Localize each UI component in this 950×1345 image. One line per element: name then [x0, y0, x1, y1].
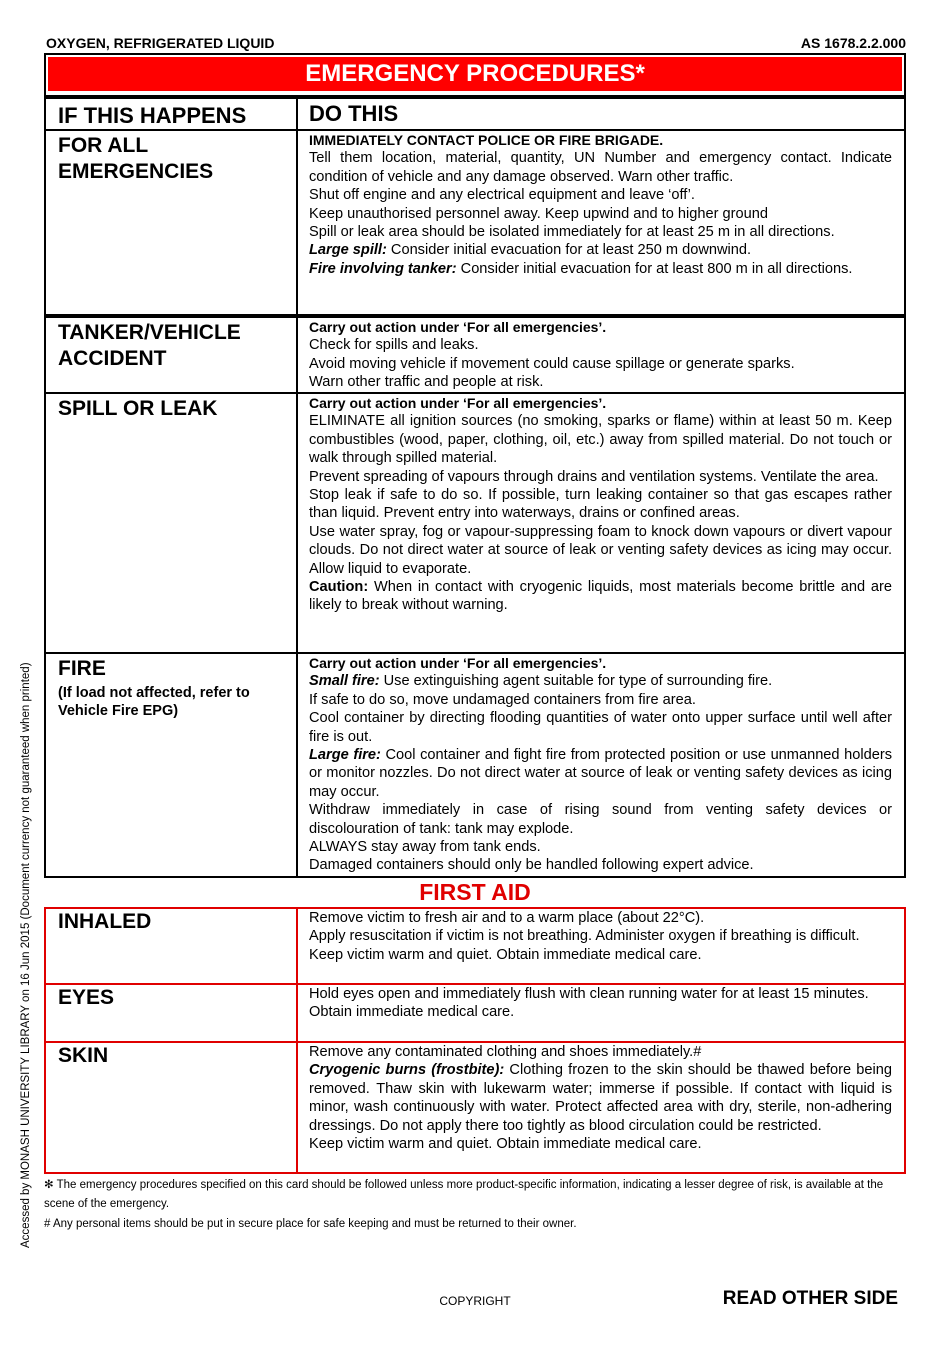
row-eyes	[44, 983, 906, 1043]
row-title: TANKER/VEHICLE ACCIDENT	[58, 321, 241, 370]
action-line: Caution: When in contact with cryogenic liquids, most materials become brittle and are likely to break without warning.	[309, 579, 892, 614]
row-actions	[298, 985, 904, 1041]
action-line: ALWAYS stay away from tank ends.	[309, 839, 541, 856]
row-title: SKIN	[58, 1044, 109, 1067]
row-tanker-accident	[44, 316, 906, 394]
action-line: Obtain immediate medical care.	[309, 1004, 515, 1021]
row-actions	[298, 909, 904, 983]
row-inhaled	[44, 907, 906, 985]
library-access-note: Accessed by MONASH UNIVERSITY LIBRARY on 16 Jun 2015 (Document currency not guaranteed when printed)	[20, 662, 32, 1248]
first-aid-title: FIRST AID	[419, 879, 531, 905]
emergency-banner	[44, 53, 906, 97]
action-line: Check for spills and leaks.	[309, 337, 479, 354]
column-header-row	[44, 97, 906, 131]
action-line: Use water spray, fog or vapour-suppressing foam to knock down vapours or divert vapour clouds. Do not direct water at source of leak or venting safety devices as icing may occur. Allow liquid to evaporate.	[309, 523, 892, 577]
action-line: Carry out action under ‘For all emergencies’.	[309, 655, 607, 671]
col-if-this-happens: IF THIS HAPPENS	[46, 99, 298, 129]
action-line: Fire involving tanker: Consider initial evacuation for at least 800 m in all directions.	[309, 260, 853, 277]
row-skin	[44, 1041, 906, 1174]
product-name: OXYGEN, REFRIGERATED LIQUID	[46, 35, 275, 51]
action-line: Tell them location, material, quantity, UN Number and emergency contact. Indicate condition of vehicle and any damage observed. Warn other traffic.	[309, 150, 892, 185]
action-line: Damaged containers should only be handled following expert advice.	[309, 857, 754, 874]
action-line: Remove any contaminated clothing and shoes immediately.#	[309, 1044, 702, 1060]
action-line: IMMEDIATELY CONTACT POLICE OR FIRE BRIGADE.	[309, 132, 664, 148]
read-other-side: READ OTHER SIDE	[722, 1288, 898, 1309]
action-line: Warn other traffic and people at risk.	[309, 374, 544, 391]
action-line: Spill or leak area should be isolated immediately for at least 25 m in all directions.	[309, 224, 835, 241]
row-actions	[298, 654, 904, 876]
action-line: Apply resuscitation if victim is not breathing. Administer oxygen if breathing is difficult.	[309, 928, 860, 945]
action-line: Cryogenic burns (frostbite): Clothing frozen to the skin should be thawed before being removed. Thaw skin with lukewarm water; immerse if possible. If contact with liquid is minor, wash continuously with water. Protect affected area with dry, sterile, non-adhering dressings. Do not apply there too tightly as blood circulation could be restricted.	[309, 1062, 892, 1134]
action-line: Prevent spreading of vapours through drains and ventilation systems. Ventilate the area.	[309, 468, 879, 485]
row-spill-or-leak	[44, 392, 906, 654]
row-actions	[298, 131, 904, 314]
action-line: If safe to do so, move undamaged containers from fire area.	[309, 691, 696, 708]
action-line: Small fire: Use extinguishing agent suitable for type of surrounding fire.	[309, 673, 773, 690]
standard-number: AS 1678.2.2.000	[800, 35, 906, 51]
col-do-this: DO THIS	[309, 101, 399, 126]
action-line: Remove victim to fresh air and to a warm place (about 22°C).	[309, 910, 705, 926]
footnote-hash: # Any personal items should be put in secure place for safe keeping and must be returned to their owner.	[44, 1218, 577, 1230]
action-line: Keep victim warm and quiet. Obtain immediate medical care.	[309, 1136, 702, 1153]
row-actions	[298, 1043, 904, 1172]
copyright: COPYRIGHT	[439, 1294, 511, 1308]
footnote-asterisk: ✻ The emergency procedures specified on this card should be followed unless more product-specific information, indicating a lesser degree of risk, is available at the scene of the emergency.	[44, 1179, 884, 1210]
row-subtitle: (If load not affected, refer to Vehicle Fire EPG)	[58, 685, 250, 719]
action-line: Shut off engine and any electrical equipment and leave ‘off’.	[309, 187, 695, 204]
row-fire	[44, 652, 906, 878]
row-title: INHALED	[58, 910, 152, 933]
document-header	[46, 35, 906, 51]
action-line: Keep victim warm and quiet. Obtain immediate medical care.	[309, 946, 702, 963]
row-title: FIRE	[58, 657, 106, 680]
action-line: Large fire: Cool container and fight fire from protected position or use unmanned holders or monitor nozzles. Do not direct water at source of leak or venting safety devices as icing may occur.	[309, 747, 893, 800]
row-all-emergencies	[44, 129, 906, 316]
row-actions	[298, 318, 904, 392]
row-actions	[298, 394, 904, 652]
action-line: Large spill: Consider initial evacuation for at least 250 m downwind.	[309, 242, 752, 259]
action-line: Stop leak if safe to do so. If possible, turn leaking container so that gas escapes rather than liquid. Prevent entry into waterways, drains or confined areas.	[309, 487, 892, 522]
action-line: Withdraw immediately in case of rising sound from venting safety devices or discolouration of tank: tank may explode.	[309, 802, 892, 837]
action-line: Cool container by directing flooding quantities of water onto upper surface until well after fire is out.	[309, 710, 892, 745]
action-line: Hold eyes open and immediately flush with clean running water for at least 15 minutes.	[309, 986, 869, 1002]
banner-title: EMERGENCY PROCEDURES*	[48, 57, 902, 91]
action-line: Carry out action under ‘For all emergencies’.	[309, 319, 607, 335]
action-line: Keep unauthorised personnel away. Keep upwind and to higher ground	[309, 205, 768, 222]
row-title: FOR ALL EMERGENCIES	[58, 134, 214, 183]
action-line: Carry out action under ‘For all emergencies’.	[309, 395, 607, 411]
action-line: Avoid moving vehicle if movement could cause spillage or generate sparks.	[309, 355, 795, 372]
row-title: SPILL OR LEAK	[58, 397, 218, 420]
action-line: ELIMINATE all ignition sources (no smoking, sparks or flame) within at least 50 m. Keep combustibles (wood, paper, clothing, oil, etc.) away from spilled material. Do not touch or walk through spilled material.	[309, 413, 892, 467]
row-title: EYES	[58, 986, 115, 1009]
